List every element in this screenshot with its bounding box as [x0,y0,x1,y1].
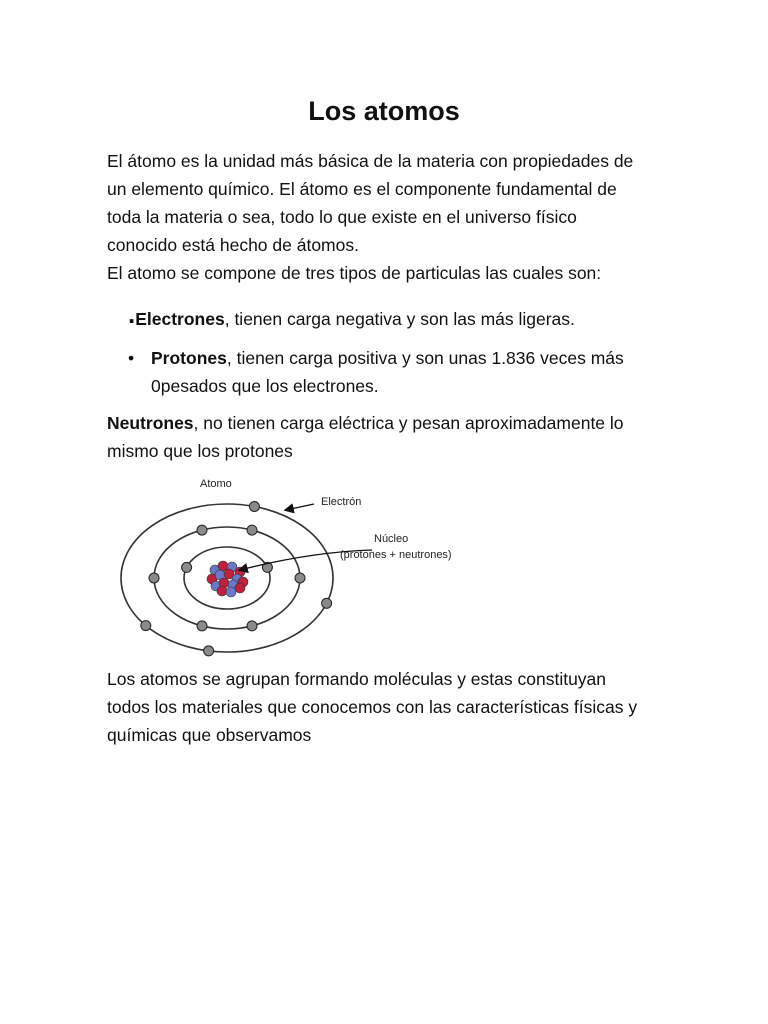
neutrons-term: Neutrones [107,413,194,433]
neutrons-text-line: mismo que los protones [107,441,293,461]
electron-particle [197,621,207,631]
intro-line: El atomo se compone de tres tipos de particulas las cuales son: [107,263,602,283]
nucleus-label: Núcleo [374,533,409,545]
protons-term: Protones [151,348,227,368]
electron-particle [204,646,214,656]
electron-pointer-arrow [286,504,314,510]
protons-text-line: , tienen carga positiva y son unas 1.836 veces más [226,348,624,368]
closing-line: todos los materiales que conocemos con las características físicas y [107,697,638,717]
neutrons-text-line: , no tienen carga eléctrica y pesan aproximadamente lo [193,413,624,433]
closing-line: Los atomos se agrupan formando moléculas y estas constituyan [107,669,607,689]
electron-particle [182,562,192,572]
proton-particle [217,586,227,596]
bullet-icon: • [128,348,135,368]
electrons-term: Electrones [135,309,225,329]
page-title: Los atomos [308,96,460,126]
protons-text-line: 0pesados que los electrones. [151,376,379,396]
nucleus-group [207,561,248,597]
electron-particle [247,621,257,631]
electron-particle [249,502,259,512]
atom-label: Atomo [200,478,232,490]
intro-line: conocido está hecho de átomos. [107,235,359,255]
electron-particle [197,525,207,535]
neutrons-paragraph [107,409,667,465]
electrons-text: , tienen carga negativa y son las más ligeras. [224,309,575,329]
intro-paragraph [107,147,667,287]
intro-line: El átomo es la unidad más básica de la materia con propiedades de [107,151,634,171]
intro-line: un elemento químico. El átomo es el componente fundamental de [107,179,617,199]
nucleus-detail-label: (protones + neutrones) [340,549,452,561]
proton-particle [235,583,245,593]
atom-diagram [110,470,530,660]
closing-line: químicas que observamos [107,725,312,745]
list-item-electrons [128,299,575,333]
electron-particle [141,621,151,631]
electron-label: Electrón [321,496,362,508]
electron-particle [247,525,257,535]
closing-paragraph [107,665,667,749]
electron-particle [149,573,159,583]
bullet-dot-icon: . [128,299,136,329]
intro-line: toda la materia o sea, todo lo que existe en el universo físico [107,207,577,227]
neutron-particle [226,587,236,597]
electron-particle [295,573,305,583]
list-item-protons [128,344,668,400]
electron-particle [322,598,332,608]
